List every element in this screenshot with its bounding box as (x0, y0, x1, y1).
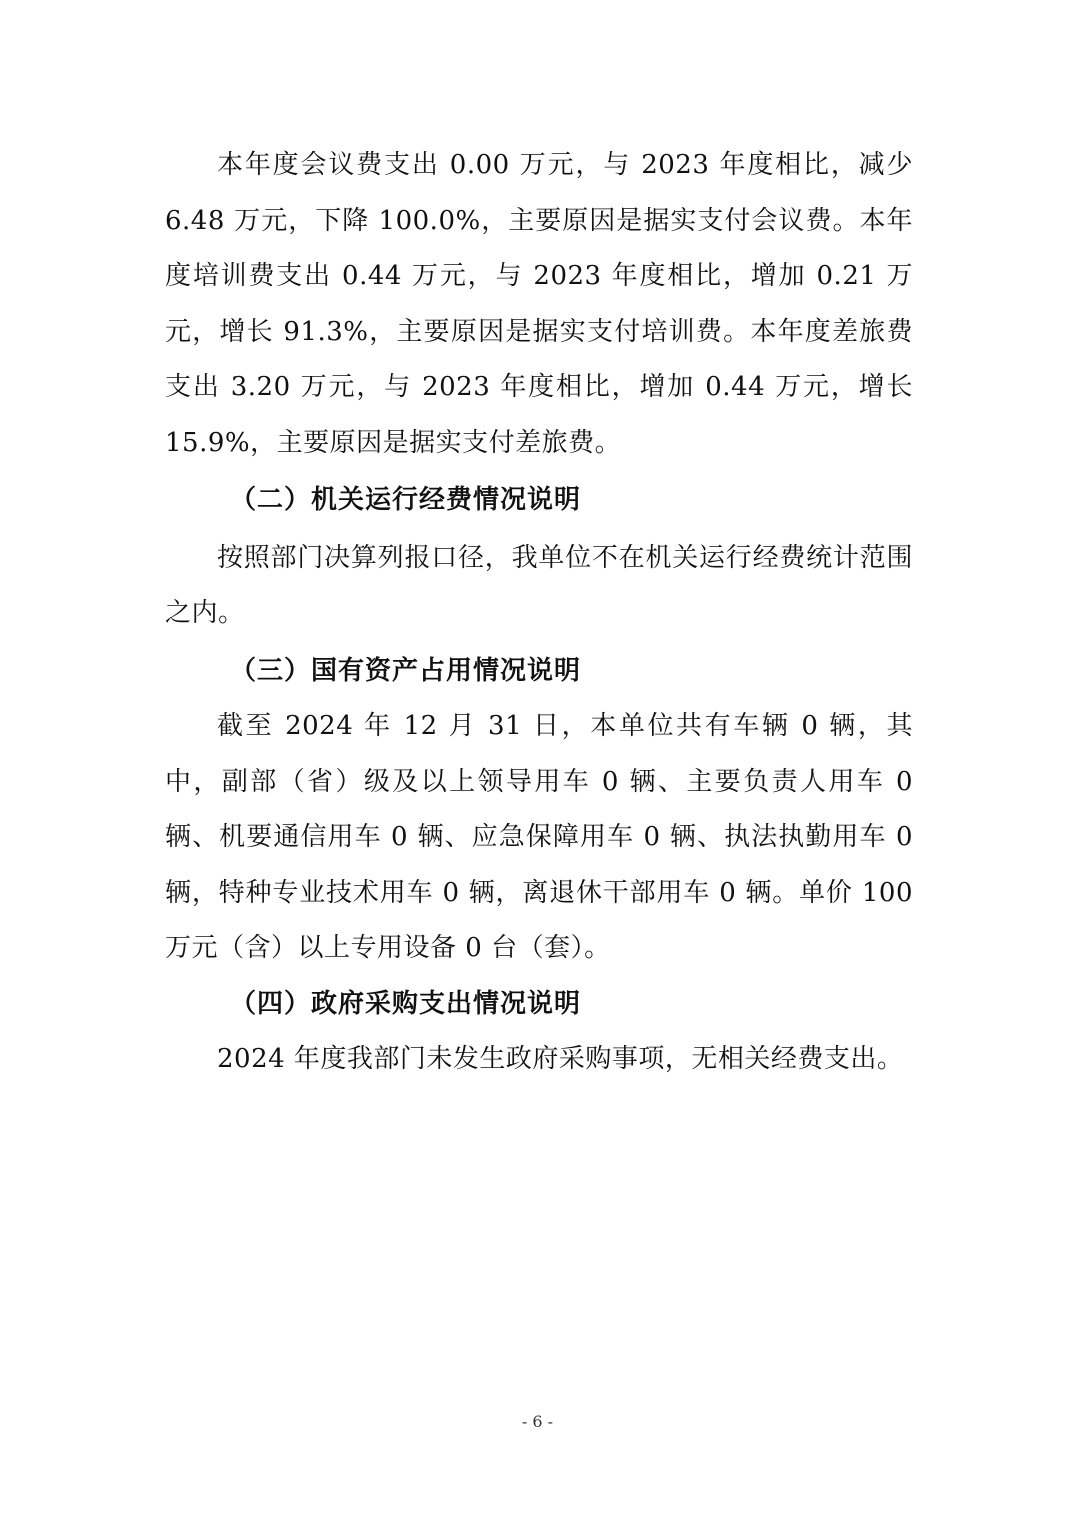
paragraph-operating-expenses: 按照部门决算列报口径，我单位不在机关运行经费统计范围之内。 (165, 542, 913, 628)
paragraph-state-assets: 截至 2024 年 12 月 31 日，本单位共有车辆 0 辆，其中，副部（省）级及以上领导用车 0 辆、主要负责人用车 0 辆、机要通信用车 0 辆、应急保障用车 0 辆、执法执勤用车 0 辆，特种专业技术用车 0 辆，离退休干部用车 0 辆。单价 100 万元（含）以上专用设备 0 台（套）。 (165, 711, 913, 963)
heading-operating-expenses: （二）机关运行经费情况说明 (230, 485, 582, 515)
heading-government-procurement: （四）政府采购支出情况说明 (230, 988, 582, 1019)
paragraph-government-procurement: 2024 年度我部门未发生政府采购事项，无相关经费支出。 (217, 1044, 904, 1074)
paragraph-expenses: 本年度会议费支出 0.00 万元，与 2023 年度相比，减少 6.48 万元，下降 100.0%，主要原因是据实支付会议费。本年度培训费支出 0.44 万元，与 2023 年度相比，增加 0.21 万元，增长 91.3%，主要原因是据实支付培训费。本年度差旅费支出 3.20 万元，与 2023 年度相比，增加 0.44 万元，增长 15.9%，主要原因是据实支付差旅费。 (165, 150, 913, 458)
page-number: - 6 - (521, 1412, 554, 1431)
document-body (165, 138, 913, 1088)
heading-state-assets: （三）国有资产占用情况说明 (230, 655, 582, 686)
